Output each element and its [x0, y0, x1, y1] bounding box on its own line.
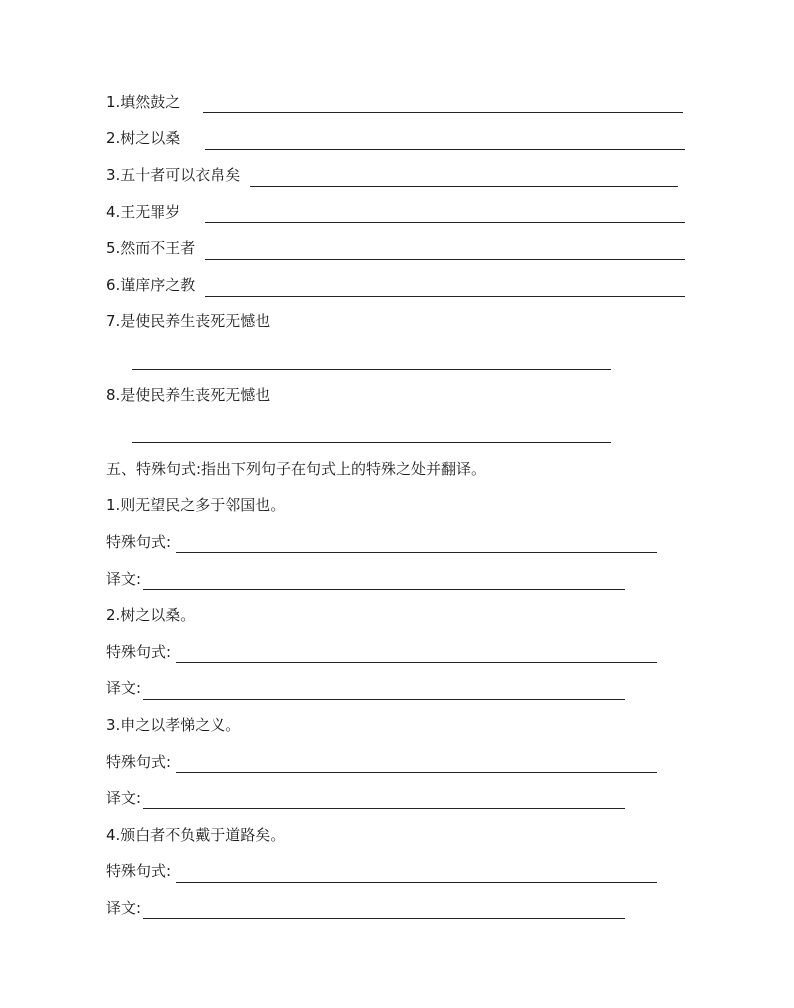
item-1-text: 1.填然鼓之 [106, 93, 181, 111]
question-4-translation-line[interactable] [143, 918, 625, 919]
question-2-text: 2.树之以桑。 [106, 606, 196, 624]
answer-line-6[interactable] [205, 296, 685, 297]
answer-line-3[interactable] [250, 186, 678, 187]
question-3-translation-label: 译文: [106, 789, 142, 807]
item-2-text: 2.树之以桑 [106, 129, 181, 147]
answer-line-8[interactable] [132, 442, 611, 443]
question-2-pattern-line[interactable] [176, 662, 657, 663]
question-2-translation-label: 译文: [106, 679, 142, 697]
question-3-text: 3.申之以孝悌之义。 [106, 716, 241, 734]
item-6-text: 6.谨庠序之教 [106, 276, 196, 294]
item-5-text: 5.然而不王者 [106, 239, 196, 257]
question-1-pattern-line[interactable] [176, 552, 657, 553]
item-8-text: 8.是使民养生丧死无憾也 [106, 386, 271, 404]
section-5-heading: 五、特殊句式:指出下列句子在句式上的特殊之处并翻译。 [106, 460, 487, 478]
item-3-text: 3.五十者可以衣帛矣 [106, 166, 241, 184]
question-3-pattern-label: 特殊句式: [106, 753, 172, 771]
question-2-pattern-label: 特殊句式: [106, 643, 172, 661]
question-1-translation-line[interactable] [143, 589, 625, 590]
item-4-text: 4.王无罪岁 [106, 203, 181, 221]
answer-line-5[interactable] [205, 259, 685, 260]
question-1-pattern-label: 特殊句式: [106, 533, 172, 551]
question-3-translation-line[interactable] [143, 808, 625, 809]
question-3-pattern-line[interactable] [176, 772, 657, 773]
question-2-translation-line[interactable] [143, 699, 625, 700]
question-4-translation-label: 译文: [106, 899, 142, 917]
question-4-pattern-line[interactable] [176, 882, 657, 883]
question-1-text: 1.则无望民之多于邻国也。 [106, 496, 286, 514]
question-1-translation-label: 译文: [106, 570, 142, 588]
question-4-pattern-label: 特殊句式: [106, 862, 172, 880]
item-7-text: 7.是使民养生丧死无憾也 [106, 312, 271, 330]
answer-line-2[interactable] [205, 149, 685, 150]
answer-line-4[interactable] [205, 222, 685, 223]
answer-line-1[interactable] [203, 112, 683, 113]
answer-line-7[interactable] [132, 369, 611, 370]
question-4-text: 4.颁白者不负戴于道路矣。 [106, 826, 286, 844]
